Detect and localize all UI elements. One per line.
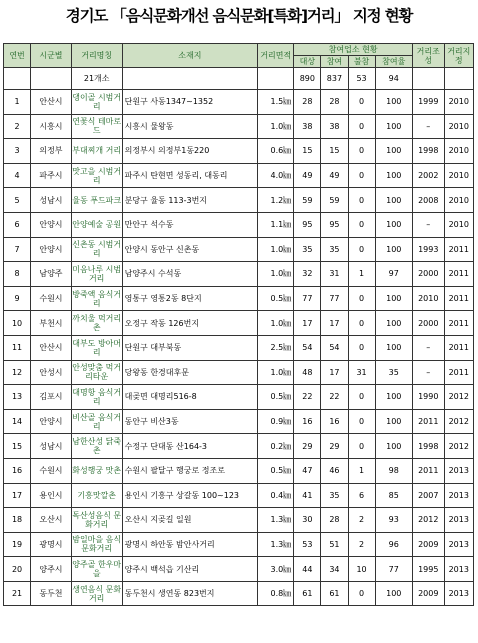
cell-location: 시흥시 물왕동	[122, 114, 258, 139]
summary-joined: 837	[321, 68, 348, 90]
cell-rate: 100	[375, 114, 412, 139]
cell-area: 0.2㎞	[258, 434, 294, 459]
cell-no: 1	[4, 90, 31, 115]
cell-area: 1.0㎞	[258, 237, 294, 262]
cell-no: 18	[4, 508, 31, 533]
cell-target: 29	[294, 434, 321, 459]
cell-formed: –	[412, 335, 444, 360]
cell-area: 0.8㎞	[258, 581, 294, 606]
cell-street-name: 율동 푸드파크	[71, 188, 122, 213]
cell-no: 14	[4, 409, 31, 434]
cell-target: 59	[294, 188, 321, 213]
header-target: 대상	[294, 56, 321, 68]
cell-street-name: 밤일마을 음식문화거리	[71, 532, 122, 557]
cell-rate: 77	[375, 557, 412, 582]
cell-street-name: 비산골 음식거리	[71, 409, 122, 434]
table-row	[4, 212, 474, 237]
cell-city: 광명시	[31, 532, 72, 557]
cell-area: 0.6㎞	[258, 139, 294, 164]
cell-joined: 16	[321, 409, 348, 434]
cell-street-name: 댕이골 시범거리	[71, 90, 122, 115]
cell-target: 53	[294, 532, 321, 557]
cell-rate: 100	[375, 409, 412, 434]
cell-location: 오산시 지곶길 일원	[122, 508, 258, 533]
header-joined: 참여	[321, 56, 348, 68]
cell-formed: 2012	[412, 508, 444, 533]
cell-not-joined: 0	[348, 188, 375, 213]
table-row	[4, 581, 474, 606]
cell-joined: 22	[321, 385, 348, 410]
cell-rate: 97	[375, 262, 412, 287]
cell-target: 16	[294, 409, 321, 434]
cell-joined: 77	[321, 286, 348, 311]
cell-no: 4	[4, 163, 31, 188]
cell-not-joined: 31	[348, 360, 375, 385]
cell-formed: 2002	[412, 163, 444, 188]
designation-table	[3, 43, 474, 606]
cell-street-name: 화성행궁 맛촌	[71, 458, 122, 483]
table-row	[4, 335, 474, 360]
summary-no	[4, 68, 31, 90]
cell-not-joined: 0	[348, 286, 375, 311]
cell-target: 41	[294, 483, 321, 508]
cell-joined: 59	[321, 188, 348, 213]
cell-location: 단원구 사동1347~1352	[122, 90, 258, 115]
cell-rate: 100	[375, 139, 412, 164]
cell-target: 49	[294, 163, 321, 188]
cell-not-joined: 0	[348, 163, 375, 188]
cell-formed: 1993	[412, 237, 444, 262]
cell-street-name: 생연음식 문화거리	[71, 581, 122, 606]
table-row	[4, 532, 474, 557]
cell-joined: 54	[321, 335, 348, 360]
cell-city: 성남시	[31, 188, 72, 213]
cell-target: 17	[294, 311, 321, 336]
cell-street-name: 안성맞춤 먹거리타운	[71, 360, 122, 385]
cell-street-name: 대명항 음식거리	[71, 385, 122, 410]
cell-location: 단원구 대부북동	[122, 335, 258, 360]
cell-no: 8	[4, 262, 31, 287]
cell-street-name: 맛고을 시범거리	[71, 163, 122, 188]
cell-not-joined: 6	[348, 483, 375, 508]
cell-formed: 1998	[412, 434, 444, 459]
cell-area: 1.1㎞	[258, 212, 294, 237]
cell-street-name: 연꽃식 테마로드	[71, 114, 122, 139]
cell-street-name: 부대찌개 거리	[71, 139, 122, 164]
table-row	[4, 237, 474, 262]
cell-city: 안산시	[31, 335, 72, 360]
cell-joined: 34	[321, 557, 348, 582]
cell-location: 영통구 영통2동 8단지	[122, 286, 258, 311]
cell-city: 안양시	[31, 212, 72, 237]
cell-rate: 100	[375, 163, 412, 188]
cell-area: 1.5㎞	[258, 90, 294, 115]
cell-no: 21	[4, 581, 31, 606]
cell-not-joined: 0	[348, 434, 375, 459]
cell-not-joined: 0	[348, 409, 375, 434]
cell-designated: 2013	[444, 532, 473, 557]
cell-target: 32	[294, 262, 321, 287]
cell-not-joined: 0	[348, 237, 375, 262]
table-row	[4, 483, 474, 508]
header-name: 거리명칭	[71, 44, 122, 68]
cell-not-joined: 2	[348, 532, 375, 557]
cell-target: 77	[294, 286, 321, 311]
cell-target: 28	[294, 90, 321, 115]
cell-target: 38	[294, 114, 321, 139]
cell-city: 오산시	[31, 508, 72, 533]
table-row	[4, 163, 474, 188]
cell-target: 47	[294, 458, 321, 483]
cell-target: 44	[294, 557, 321, 582]
cell-joined: 51	[321, 532, 348, 557]
header-area: 거리면적	[258, 44, 294, 68]
cell-designated: 2010	[444, 90, 473, 115]
cell-location: 당왕동 한경대후문	[122, 360, 258, 385]
cell-no: 11	[4, 335, 31, 360]
cell-location: 분당구 율동 113-3번지	[122, 188, 258, 213]
cell-formed: 2011	[412, 458, 444, 483]
cell-designated: 2010	[444, 139, 473, 164]
cell-city: 김포시	[31, 385, 72, 410]
cell-target: 30	[294, 508, 321, 533]
cell-formed: –	[412, 114, 444, 139]
cell-designated: 2013	[444, 508, 473, 533]
cell-target: 35	[294, 237, 321, 262]
cell-location: 수원시 팔달구 행궁로 정조로	[122, 458, 258, 483]
cell-formed: 2007	[412, 483, 444, 508]
table-row	[4, 508, 474, 533]
cell-designated: 2012	[444, 434, 473, 459]
cell-area: 4.0㎞	[258, 163, 294, 188]
cell-designated: 2012	[444, 409, 473, 434]
cell-rate: 100	[375, 335, 412, 360]
cell-location: 안양시 동안구 신촌동	[122, 237, 258, 262]
cell-rate: 100	[375, 385, 412, 410]
cell-location: 동두천시 생연동 823번지	[122, 581, 258, 606]
cell-formed: 2009	[412, 532, 444, 557]
cell-street-name: 양주골 한우마을	[71, 557, 122, 582]
header-location: 소재지	[122, 44, 258, 68]
header-not-joined: 불참	[348, 56, 375, 68]
cell-no: 16	[4, 458, 31, 483]
header-participation: 참여업소 현황	[294, 44, 413, 56]
cell-designated: 2013	[444, 483, 473, 508]
cell-rate: 100	[375, 434, 412, 459]
table-row	[4, 385, 474, 410]
table-row	[4, 114, 474, 139]
cell-no: 19	[4, 532, 31, 557]
cell-joined: 28	[321, 508, 348, 533]
cell-location: 파주시 탄현면 성동리, 대동리	[122, 163, 258, 188]
cell-area: 1.0㎞	[258, 360, 294, 385]
cell-formed: –	[412, 360, 444, 385]
summary-name: 21개소	[71, 68, 122, 90]
header-no: 연번	[4, 44, 31, 68]
cell-not-joined: 1	[348, 262, 375, 287]
cell-joined: 15	[321, 139, 348, 164]
cell-rate: 100	[375, 90, 412, 115]
cell-location: 의정부시 의정부1동220	[122, 139, 258, 164]
cell-formed: 1990	[412, 385, 444, 410]
table-row	[4, 458, 474, 483]
cell-location: 용인시 기흥구 상갈동 100~123	[122, 483, 258, 508]
cell-area: 1.3㎞	[258, 532, 294, 557]
cell-rate: 100	[375, 311, 412, 336]
table-header	[4, 44, 474, 68]
cell-area: 1.3㎞	[258, 508, 294, 533]
cell-designated: 2012	[444, 385, 473, 410]
cell-joined: 28	[321, 90, 348, 115]
cell-location: 만안구 석수동	[122, 212, 258, 237]
header-city: 시군별	[31, 44, 72, 68]
cell-area: 1.0㎞	[258, 114, 294, 139]
cell-no: 15	[4, 434, 31, 459]
table-row	[4, 286, 474, 311]
cell-city: 남양주	[31, 262, 72, 287]
cell-no: 20	[4, 557, 31, 582]
cell-not-joined: 0	[348, 311, 375, 336]
cell-city: 시흥시	[31, 114, 72, 139]
cell-joined: 35	[321, 483, 348, 508]
cell-location: 광명시 하안동 밤안사거리	[122, 532, 258, 557]
cell-designated: 2011	[444, 237, 473, 262]
cell-city: 안산시	[31, 90, 72, 115]
cell-no: 9	[4, 286, 31, 311]
cell-street-name: 대부도 방아머리	[71, 335, 122, 360]
cell-area: 0.9㎞	[258, 409, 294, 434]
cell-target: 15	[294, 139, 321, 164]
table-row	[4, 139, 474, 164]
cell-location: 남양주시 수석동	[122, 262, 258, 287]
cell-target: 95	[294, 212, 321, 237]
cell-formed: 2011	[412, 409, 444, 434]
cell-designated: 2013	[444, 557, 473, 582]
cell-joined: 61	[321, 581, 348, 606]
cell-area: 2.5㎞	[258, 335, 294, 360]
cell-street-name: 기흥맛깔촌	[71, 483, 122, 508]
cell-area: 0.5㎞	[258, 458, 294, 483]
cell-rate: 100	[375, 212, 412, 237]
table-row	[4, 311, 474, 336]
table-row	[4, 188, 474, 213]
cell-area: 3.0㎞	[258, 557, 294, 582]
cell-area: 1.2㎞	[258, 188, 294, 213]
cell-rate: 98	[375, 458, 412, 483]
table-row	[4, 90, 474, 115]
cell-designated: 2011	[444, 335, 473, 360]
cell-joined: 49	[321, 163, 348, 188]
table-row	[4, 409, 474, 434]
cell-location: 양주시 백석읍 기산리	[122, 557, 258, 582]
cell-location: 동안구 비산3동	[122, 409, 258, 434]
cell-joined: 29	[321, 434, 348, 459]
summary-city	[31, 68, 72, 90]
cell-city: 안성시	[31, 360, 72, 385]
cell-formed: 2000	[412, 311, 444, 336]
cell-location: 수정구 단대동 산164-3	[122, 434, 258, 459]
cell-street-name: 신촌동 시범거리	[71, 237, 122, 262]
cell-rate: 85	[375, 483, 412, 508]
page-title: 경기도 「음식문화개선 음식문화[특화]거리」 지정 현황	[65, 7, 413, 25]
cell-rate: 100	[375, 286, 412, 311]
cell-designated: 2013	[444, 581, 473, 606]
cell-formed: 2009	[412, 581, 444, 606]
cell-no: 6	[4, 212, 31, 237]
cell-rate: 93	[375, 508, 412, 533]
cell-designated: 2011	[444, 286, 473, 311]
cell-no: 2	[4, 114, 31, 139]
summary-area	[258, 68, 294, 90]
cell-city: 부천시	[31, 311, 72, 336]
cell-not-joined: 2	[348, 508, 375, 533]
cell-joined: 46	[321, 458, 348, 483]
summary-not-joined: 53	[348, 68, 375, 90]
cell-designated: 2011	[444, 360, 473, 385]
cell-area: 1.0㎞	[258, 262, 294, 287]
cell-formed: 2010	[412, 286, 444, 311]
cell-joined: 31	[321, 262, 348, 287]
cell-no: 10	[4, 311, 31, 336]
cell-formed: 1999	[412, 90, 444, 115]
cell-formed: 1995	[412, 557, 444, 582]
cell-rate: 100	[375, 188, 412, 213]
cell-formed: –	[412, 212, 444, 237]
cell-rate: 96	[375, 532, 412, 557]
cell-formed: 2008	[412, 188, 444, 213]
table-row	[4, 557, 474, 582]
header-formed: 거리조성	[412, 44, 444, 68]
cell-target: 61	[294, 581, 321, 606]
cell-street-name: 안양예술 공원	[71, 212, 122, 237]
cell-designated: 2010	[444, 163, 473, 188]
cell-not-joined: 0	[348, 335, 375, 360]
table-row	[4, 360, 474, 385]
cell-city: 의정부	[31, 139, 72, 164]
cell-city: 수원시	[31, 458, 72, 483]
table-row	[4, 434, 474, 459]
summary-rate: 94	[375, 68, 412, 90]
cell-designated: 2013	[444, 458, 473, 483]
table-row	[4, 262, 474, 287]
cell-city: 안양시	[31, 409, 72, 434]
cell-area: 1.0㎞	[258, 311, 294, 336]
header-rate: 참여율	[375, 56, 412, 68]
cell-target: 48	[294, 360, 321, 385]
cell-joined: 38	[321, 114, 348, 139]
summary-location	[122, 68, 258, 90]
cell-street-name: 미음나루 시범거리	[71, 262, 122, 287]
cell-area: 0.4㎞	[258, 483, 294, 508]
cell-not-joined: 10	[348, 557, 375, 582]
cell-joined: 17	[321, 360, 348, 385]
cell-designated: 2011	[444, 262, 473, 287]
cell-location: 대곶면 대명리516-8	[122, 385, 258, 410]
cell-no: 3	[4, 139, 31, 164]
cell-city: 파주시	[31, 163, 72, 188]
table-body	[4, 68, 474, 606]
header-designated: 거리지정	[444, 44, 473, 68]
cell-designated: 2010	[444, 212, 473, 237]
cell-not-joined: 0	[348, 212, 375, 237]
cell-no: 12	[4, 360, 31, 385]
cell-location: 오정구 작동 126번지	[122, 311, 258, 336]
cell-city: 양주시	[31, 557, 72, 582]
cell-city: 동두천	[31, 581, 72, 606]
cell-street-name: 독산성음식 문화거리	[71, 508, 122, 533]
cell-not-joined: 0	[348, 581, 375, 606]
cell-not-joined: 1	[348, 458, 375, 483]
cell-area: 0.5㎞	[258, 286, 294, 311]
cell-no: 17	[4, 483, 31, 508]
cell-not-joined: 0	[348, 90, 375, 115]
cell-street-name: 까치울 먹거리촌	[71, 311, 122, 336]
cell-not-joined: 0	[348, 114, 375, 139]
cell-city: 용인시	[31, 483, 72, 508]
cell-street-name: 방죽액 음식거리	[71, 286, 122, 311]
cell-formed: 1998	[412, 139, 444, 164]
cell-rate: 100	[375, 581, 412, 606]
cell-joined: 95	[321, 212, 348, 237]
cell-no: 5	[4, 188, 31, 213]
cell-city: 안양시	[31, 237, 72, 262]
cell-designated: 2010	[444, 114, 473, 139]
cell-city: 수원시	[31, 286, 72, 311]
cell-joined: 17	[321, 311, 348, 336]
cell-rate: 35	[375, 360, 412, 385]
cell-designated: 2011	[444, 311, 473, 336]
cell-not-joined: 0	[348, 385, 375, 410]
cell-not-joined: 0	[348, 139, 375, 164]
summary-target: 890	[294, 68, 321, 90]
cell-target: 22	[294, 385, 321, 410]
summary-row	[4, 68, 474, 90]
cell-city: 성남시	[31, 434, 72, 459]
cell-no: 7	[4, 237, 31, 262]
cell-street-name: 남한산성 닭죽촌	[71, 434, 122, 459]
summary-designated	[444, 68, 473, 90]
cell-joined: 35	[321, 237, 348, 262]
cell-rate: 100	[375, 237, 412, 262]
cell-area: 0.5㎞	[258, 385, 294, 410]
cell-formed: 2000	[412, 262, 444, 287]
cell-designated: 2010	[444, 188, 473, 213]
summary-formed	[412, 68, 444, 90]
cell-target: 54	[294, 335, 321, 360]
cell-no: 13	[4, 385, 31, 410]
